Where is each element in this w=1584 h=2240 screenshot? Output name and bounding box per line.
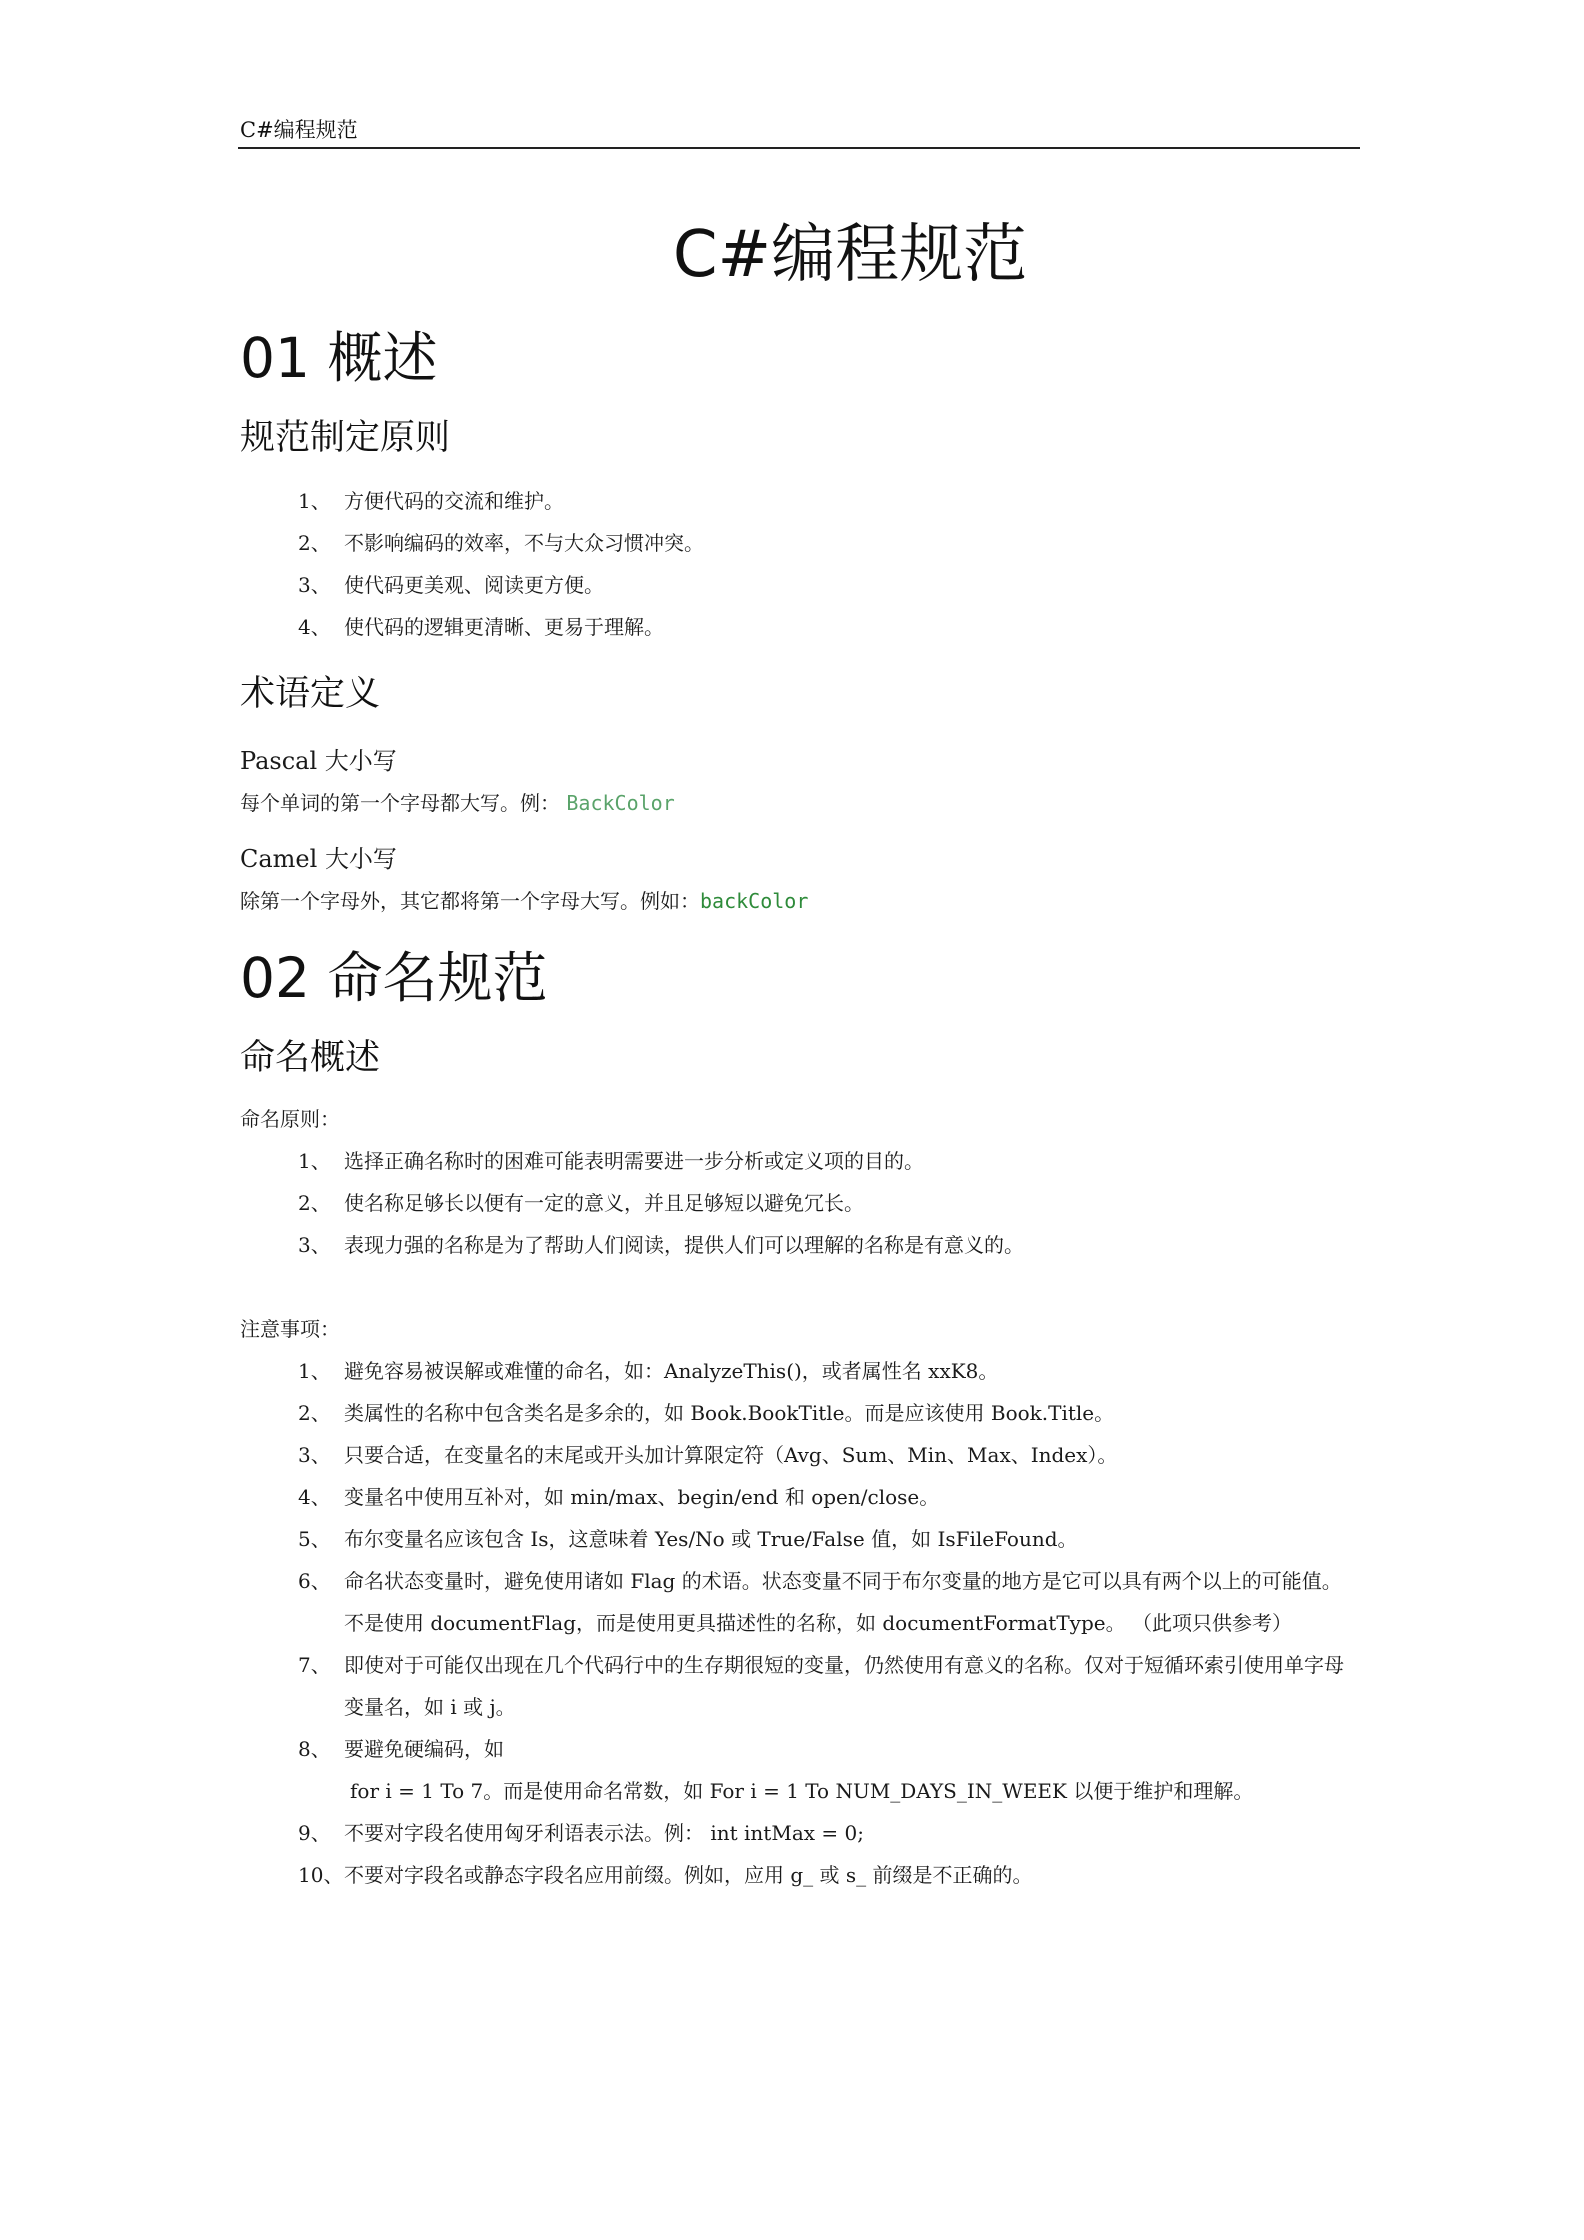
list-item: 1、 选择正确名称时的困难可能表明需要进一步分析或定义项的目的。: [298, 1149, 924, 1173]
camel-example: backColor: [700, 889, 809, 913]
list-item: 1、 避免容易被误解或难懂的命名，如：AnalyzeThis()，或者属性名 xxK8。: [298, 1359, 999, 1383]
list-item: 2、 使名称足够长以便有一定的意义，并且足够短以避免冗长。: [298, 1191, 864, 1215]
section-heading-01: 01 概述: [240, 326, 438, 390]
list-item: 5、 布尔变量名应该包含 Is，这意味着 Yes/No 或 True/False 值，如 IsFileFound。: [298, 1527, 1078, 1551]
list-item: 2、 类属性的名称中包含类名是多余的，如 Book.BookTitle。而是应该使用 Book.Title。: [298, 1401, 1115, 1425]
term-pascal-definition: 每个单词的第一个字母都大写。例： BackColor: [240, 791, 675, 815]
header-rule: [238, 147, 1360, 149]
subsection-heading-naming-overview: 命名概述: [240, 1038, 381, 1078]
term-camel-title: Camel 大小写: [240, 845, 397, 873]
subsection-heading-principles: 规范制定原则: [240, 418, 451, 458]
list-item: 3、 使代码更美观、阅读更方便。: [298, 573, 604, 597]
notes-list: [240, 1350, 1360, 1896]
note-8-code-line: for i = 1 To 7。而是使用命名常数，如 For i = 1 To NUM_DAYS_IN_WEEK 以便于维护和理解。: [350, 1779, 1254, 1803]
document-title: C#编程规范: [672, 218, 1028, 292]
document-body: [240, 200, 1360, 1896]
subsection-heading-terms: 术语定义: [240, 674, 381, 714]
list-item: 7、 即使对于可能仅出现在几个代码行中的生存期很短的变量，仍然使用有意义的名称。仅对于短循环索引使用单字母变量名，如 i 或 j。: [298, 1653, 1344, 1719]
list-item: 2、 不影响编码的效率，不与大众习惯冲突。: [298, 531, 704, 555]
list-item: 8、 要避免硬编码，如 for i = 1 To 7。而是使用命名常数，如 For i = 1 To NUM_DAYS_IN_WEEK 以便于维护和理解。: [240, 1728, 1360, 1812]
term-pascal-title: Pascal 大小写: [240, 747, 397, 775]
list-item: 10、 不要对字段名或静态字段名应用前缀。例如，应用 g_ 或 s_ 前缀是不正确的。: [298, 1863, 1033, 1887]
list-item: 1、 方便代码的交流和维护。: [298, 489, 564, 513]
list-item: 9、 不要对字段名使用匈牙利语表示法。例： int intMax = 0;: [298, 1821, 864, 1845]
running-header: C#编程规范: [240, 118, 358, 142]
naming-principles-list: [240, 1140, 1360, 1266]
naming-principles-label: 命名原则：: [240, 1107, 340, 1131]
notes-label: 注意事项：: [240, 1317, 340, 1341]
term-camel-definition: 除第一个字母外，其它都将第一个字母大写。例如：backColor: [240, 889, 809, 913]
principles-list: [240, 480, 1360, 648]
section-heading-02: 02 命名规范: [240, 946, 548, 1010]
list-item: 4、 变量名中使用互补对，如 min/max、begin/end 和 open/close。: [298, 1485, 940, 1509]
list-item: 3、 只要合适，在变量名的末尾或开头加计算限定符（Avg、Sum、Min、Max、Index）。: [298, 1443, 1118, 1467]
list-item: 6、 命名状态变量时，避免使用诸如 Flag 的术语。状态变量不同于布尔变量的地方是它可以具有两个以上的可能值。不是使用 documentFlag，而是使用更具描述性的名称，如 documentFormatType。 （此项只供参考）: [298, 1569, 1342, 1635]
pascal-example: BackColor: [566, 791, 675, 815]
list-item: 4、 使代码的逻辑更清晰、更易于理解。: [298, 615, 664, 639]
list-item: 3、 表现力强的名称是为了帮助人们阅读，提供人们可以理解的名称是有意义的。: [298, 1233, 1024, 1257]
